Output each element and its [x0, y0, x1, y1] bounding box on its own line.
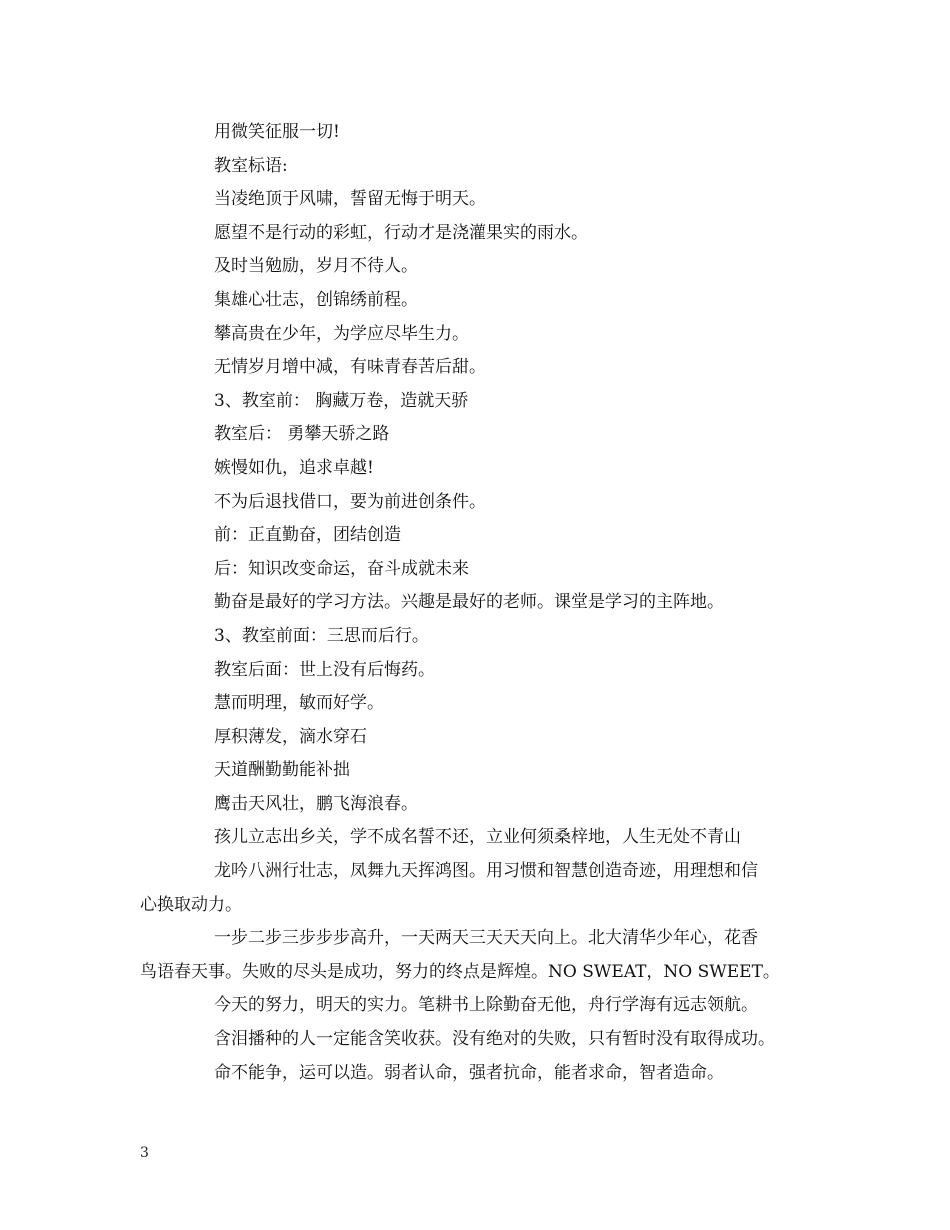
text-line: 教室后： 勇攀天骄之路: [214, 424, 390, 445]
text-line: 前：正直勤奋，团结创造: [214, 525, 401, 546]
text-line: 鹰击天风壮，鹏飞海浪春。: [214, 793, 418, 814]
text-line: 3、教室前面：三思而后行。: [214, 625, 429, 646]
text-line: 教室后面：世上没有后悔药。: [214, 659, 435, 680]
text-line: 用微笑征服一切!: [214, 122, 340, 142]
page-number: 3: [140, 1145, 149, 1161]
text-line: 集雄心壮志，创锦绣前程。: [214, 289, 418, 310]
text-line: 攀高贵在少年，为学应尽毕生力。: [214, 323, 469, 344]
text-line: 慧而明理，敏而好学。: [214, 693, 384, 714]
text-line: 不为后退找借口，要为前进创条件。: [214, 491, 486, 512]
text-line: 愿望不是行动的彩虹，行动才是浇灌果实的雨水。: [214, 222, 588, 243]
text-line: 孩儿立志出乡关，学不成名誓不还，立业何须桑梓地，人生无处不青山: [214, 827, 741, 848]
text-line: 及时当勉励，岁月不待人。: [214, 256, 418, 277]
text-line: 天道酬勤勤能补拙: [214, 760, 350, 781]
text-line: 后：知识改变命运，奋斗成就未来: [214, 558, 469, 579]
text-line: 教室标语:: [214, 155, 288, 176]
text-line: 命不能争，运可以造。弱者认命，强者抗命，能者求命，智者造命。: [214, 1062, 724, 1083]
text-line: 一步二步三步步步高升，一天两天三天天天向上。北大清华少年心，花香: [214, 928, 758, 949]
text-line: 无情岁月增中减，有味青春苦后甜。: [214, 357, 486, 378]
text-line: 厚积薄发，滴水穿石: [214, 726, 367, 747]
text-line: 心换取动力。: [140, 894, 242, 915]
text-line: 鸟语春天事。失败的尽头是成功，努力的终点是辉煌。NO SWEAT，NO SWEET。: [140, 961, 780, 982]
text-line: 今天的努力，明天的实力。笔耕书上除勤奋无他，舟行学海有远志领航。: [214, 995, 758, 1016]
text-line: 当凌绝顶于风啸，誓留无悔于明天。: [214, 189, 486, 210]
document-body: [140, 116, 830, 1090]
text-line: 含泪播种的人一定能含笑收获。没有绝对的失败，只有暂时没有取得成功。: [214, 1029, 775, 1050]
text-line: 嫉慢如仇，追求卓越!: [214, 457, 374, 478]
text-line: 勤奋是最好的学习方法。兴趣是最好的老师。课堂是学习的主阵地。: [214, 592, 724, 613]
text-line: 3、教室前： 胸藏万卷，造就天骄: [214, 390, 469, 411]
text-line: 龙吟八洲行壮志，凤舞九天挥鸿图。用习惯和智慧创造奇迹，用理想和信: [214, 861, 758, 882]
